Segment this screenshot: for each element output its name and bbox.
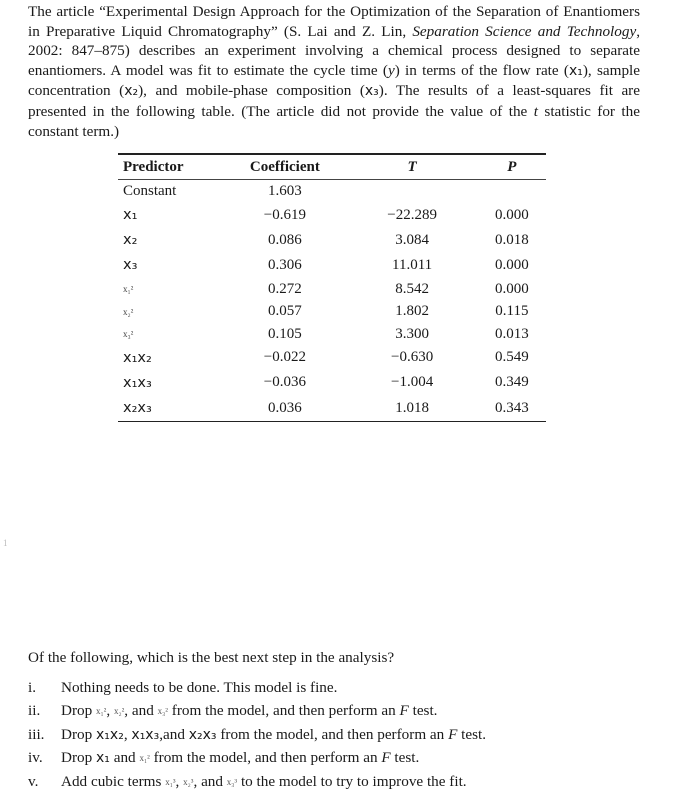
header-p: P [478,154,546,180]
choice-text: Nothing needs to be done. This model is fine. [61,679,338,696]
choice-v[interactable] [28,770,648,793]
intro-paragraph [28,2,640,141]
table-row [118,346,546,370]
coefficient-cell: 0.036 [267,399,302,416]
p-cell: 0.115 [495,303,529,319]
predictor-cell: x₁ [123,207,138,223]
coefficient-cell: −0.036 [263,374,306,390]
x3-variable: x₃ [364,83,379,100]
table-row [118,278,546,301]
t-cell: 1.018 [395,399,429,416]
intro-text: ). The results of a least-squares fit are presented in the following table. (The article did not provide the value of the [28,82,640,120]
choice-iii[interactable] [28,723,648,746]
intro-text: statistic for the constant term.) [28,102,640,140]
x1-variable: x₁ [568,62,583,79]
predictor-cell: x₂x₃ [123,400,152,417]
term: x₂x₃ [188,726,217,743]
table-row [118,323,546,346]
table-row [118,301,546,323]
intro-text: ) in terms of the flow rate ( [394,61,569,79]
intro-text: The article “Experimental Design Approach for the Optimization of the Separation of Enantiomers in Preparative Liquid Chromatography” (S. Lai and Z. Lin, [28,3,640,40]
table-row [118,253,546,278]
choice-number: ii. [28,702,41,720]
t-cell [346,180,477,203]
term: x₃² [157,706,168,717]
intro-text: , 2002: 847–875) describes an experiment involving a chemical process designed to separate enantiomers. A model was fit to estimate the cycle time ( [28,22,640,79]
regression-table [118,153,546,422]
choice-iv[interactable] [28,746,648,769]
choice-text: Drop x₁ and x₁² from the model, and then perform an F test. [61,749,420,767]
term: x₁³ [165,776,176,787]
predictor-cell: x₃² [123,329,134,339]
coefficient-cell: 0.105 [267,325,302,342]
coefficient-cell: 0.057 [267,303,302,319]
t-cell: −0.630 [390,349,434,365]
question-text: Of the following, which is the best next step in the analysis? [28,649,395,666]
term: x₂² [113,706,125,717]
term: x₁² [139,753,150,764]
predictor-cell: x₁x₃ [123,374,152,391]
t-cell: −22.289 [387,206,437,223]
term: x₃³ [226,776,238,787]
predictor-cell: x₁x₂ [123,349,152,366]
choice-i[interactable] [28,676,648,699]
table-row [118,203,546,228]
term: x₁² [96,706,107,717]
intro-text: ), sample concentration ( [28,61,641,100]
table-header-row [118,154,546,180]
choice-number: i. [28,679,37,696]
t-cell: 11.011 [392,256,433,273]
coefficient-cell: −0.022 [263,349,306,365]
coefficient-cell: 1.603 [267,182,302,199]
coefficient-cell: 0.272 [267,280,302,297]
p-cell [478,180,546,203]
p-cell: 0.349 [494,374,529,390]
p-cell: 0.343 [494,399,529,416]
predictor-cell: x₃ [123,257,138,273]
choice-number: v. [28,772,39,790]
choice-ii[interactable] [28,699,648,722]
table-row [118,370,546,396]
header-coefficient: Coefficient [237,154,346,180]
t-statistic-word: t [533,102,538,120]
p-cell: 0.549 [494,349,529,365]
coefficient-cell: 0.306 [267,256,302,273]
t-cell: 3.300 [395,325,429,342]
x2-variable: x₂ [124,83,139,100]
predictor-cell: Constant [123,182,177,199]
journal-name: Separation Science and Technology [412,22,637,40]
term: x₂³ [183,776,194,787]
p-cell: 0.000 [494,256,529,273]
coefficient-cell: 0.086 [267,231,302,248]
term: x₁ [96,750,110,767]
coefficient-cell: −0.619 [263,206,306,223]
t-cell: 1.802 [395,303,429,319]
predictor-cell: x₂² [123,306,134,317]
answer-choices [28,676,648,793]
t-cell: 3.084 [395,231,429,248]
y-variable: y [387,61,395,79]
p-cell: 0.000 [494,206,529,223]
header-t: T [346,154,477,180]
t-cell: 8.542 [395,280,429,297]
choice-text: Drop x₁², x₂², and x₃² from the model, and then perform an F test. [61,702,438,720]
predictor-cell: x₂ [123,232,138,248]
term: x₁x₃ [131,726,160,743]
t-cell: −1.004 [390,374,434,390]
p-cell: 0.013 [494,325,529,342]
header-predictor: Predictor [118,154,237,180]
intro-text: ), and mobile-phase composition ( [138,82,365,100]
margin-mark: 1 [3,538,8,548]
table-row [118,180,546,203]
table-row [118,228,546,253]
p-cell: 0.000 [494,280,529,297]
predictor-cell: x₁² [123,284,134,294]
choice-text: Drop x₁x₂, x₁x₃,and x₂x₃ from the model, and then perform an F test. [61,725,487,743]
p-cell: 0.018 [494,231,529,248]
term: x₁x₂ [96,726,124,743]
table-row [118,396,546,422]
choice-number: iii. [28,725,45,743]
choice-text: Add cubic terms x₁³, x₂³, and x₃³ to the model to try to improve the fit. [61,772,467,790]
choice-number: iv. [28,749,43,767]
